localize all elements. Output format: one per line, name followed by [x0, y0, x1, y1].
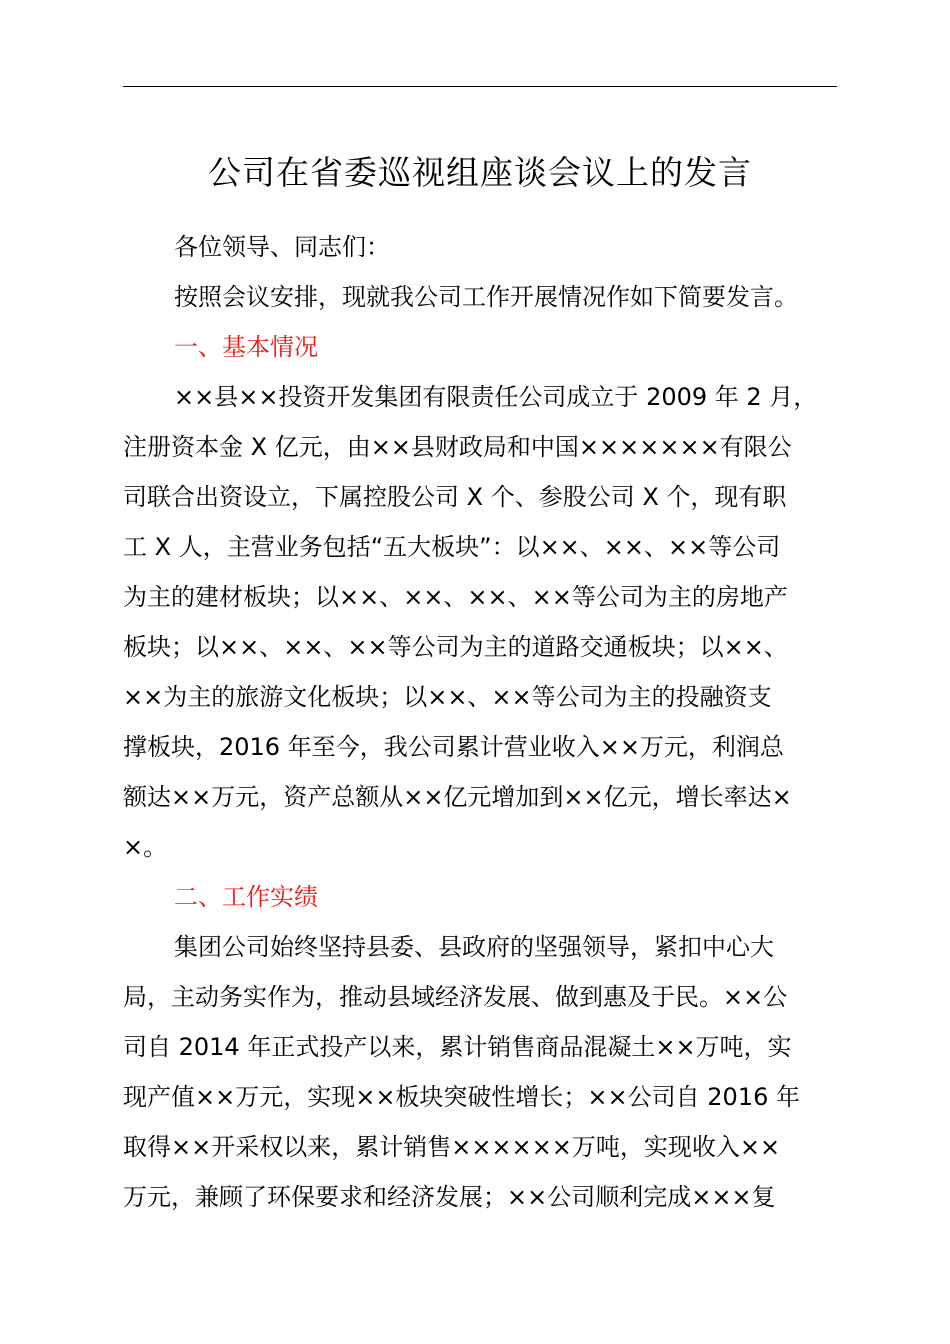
document-body — [123, 222, 837, 1222]
text-line: ××为主的旅游文化板块；以××、××等公司为主的投融资支 — [123, 683, 772, 711]
text-line: 板块；以××、××、××等公司为主的道路交通板块；以××、 — [123, 633, 788, 661]
text-line: 注册资本金 X 亿元，由××县财政局和中国×××××××有限公 — [123, 433, 792, 461]
text-line: 局，主动务实作为，推动县域经济发展、做到惠及于民。××公 — [123, 983, 788, 1011]
document-title: 公司在省委巡视组座谈会议上的发言 — [208, 153, 752, 192]
text-line: 现产值××万元，实现××板块突破性增长；××公司自 2016 年 — [123, 1083, 800, 1111]
intro-paragraph: 按照会议安排，现就我公司工作开展情况作如下简要发言。 — [174, 283, 798, 311]
text-line: 万元，兼顾了环保要求和经济发展；××公司顺利完成×××复 — [123, 1183, 776, 1211]
text-line: 集团公司始终坚持县委、县政府的坚强领导，紧扣中心大 — [174, 933, 774, 961]
text-line: ××县××投资开发集团有限责任公司成立于 2009 年 2 月， — [174, 383, 818, 411]
text-line: 司联合出资设立，下属控股公司 X 个、参股公司 X 个，现有职 — [123, 483, 787, 511]
text-line: ×。 — [123, 833, 168, 861]
text-line: 取得××开采权以来，累计销售××××××万吨，实现收入×× — [123, 1133, 781, 1161]
text-line: 为主的建材板块；以××、××、××、××等公司为主的房地产 — [123, 583, 788, 611]
text-line: 司自 2014 年正式投产以来，累计销售商品混凝土××万吨，实 — [123, 1033, 792, 1061]
header-rule — [123, 86, 837, 87]
section-heading-basic-situation: 一、基本情况 — [174, 333, 318, 361]
text-line: 撑板块，2016 年至今，我公司累计营业收入××万元，利润总 — [123, 733, 784, 761]
salutation: 各位领导、同志们： — [174, 233, 390, 261]
text-line: 工 X 人，主营业务包括“五大板块”：以××、××、××等公司 — [123, 533, 781, 561]
section-heading-work-achievements: 二、工作实绩 — [174, 883, 318, 911]
text-line: 额达××万元，资产总额从××亿元增加到××亿元，增长率达× — [123, 783, 792, 811]
